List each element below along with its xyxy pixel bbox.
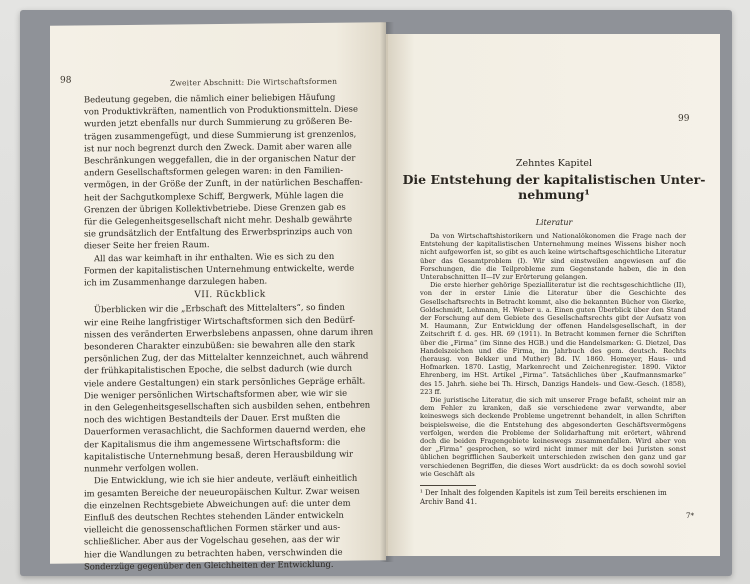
literature-label: Literatur [535, 218, 573, 227]
text-line: nissen des veränderten Erwerbslebens anpassen, ohne darum ihren [84, 326, 374, 340]
left-page [50, 22, 386, 572]
chapter-title-line: nehmung¹ [518, 187, 590, 202]
text-line: ist nur noch begrenzt durch den Zweck. Damit aber waren alle [84, 140, 352, 154]
text-line: der frühkapitalistischen Epoche, die selbst dadurch (wie durch [84, 363, 353, 376]
text-line: trägen zusammengefügt, und diese Summierung ist grenzenlos, [84, 128, 357, 142]
text-line: schließlicher. Aber aus der Vogelschau gesehen, aas der wir [84, 534, 340, 547]
text-line: Die weniger persönlichen Wirtschaftsformen aber, wie wir sie [84, 387, 348, 401]
text-line: hier die Wandlungen zu betrachten haben, verschwinden die [84, 546, 343, 559]
text-line: heit der Sachgutkomplexe Schiff, Bergwerk, Mühle lagen die [84, 189, 344, 203]
literature-paragraph: Da von Wirtschaftshistorikern und Nationalökonomen die Frage nach der Entstehung der kapitalistischen Unternehmung meines Wissens bisher noch nicht aufgeworfen ist, so gibt es auch keine wirtschaftsgeschichtliche Literatur über das Gesamtproblem (I). Wir sind einstweilen angewiesen auf die Forschungen, die die Teilprobleme zum Gegenstande haben, die in den Unterabschnitten II—IV zur Erörterung gelangen. [420, 232, 686, 282]
text-line: dieser Seite her freien Raum. [84, 239, 210, 251]
text-line: in den Gelegenheitsgesellschaften sich ausbilden sehen, entbehren [84, 399, 371, 413]
page-number: 99 [678, 114, 690, 124]
text-line: der Kapitalismus die ihm angemessene Wirtschaftsform: die [84, 436, 341, 450]
page-number: 98 [60, 75, 72, 86]
text-line: Dauerformen verasachlicht, die Sachformen dauernd werden, ehe [84, 423, 366, 437]
chapter-title-line: Die Entstehung der kapitalistischen Unter- [402, 172, 706, 187]
text-line: noch des wichtigen Bestandteils der Dauer. Erst mußten die [84, 412, 341, 425]
text-line: Bedeutung gegeben, die nämlich einer beliebigen Häufung [84, 91, 336, 105]
text-line: viele andere Gestaltungen) ein stark persönliches Gepräge erhält. [84, 375, 366, 389]
text-line: andern Gesellschaftsformen gelegen waren: in den Familien- [84, 164, 344, 178]
text-line: Grenzen der übrigen Kollektivbetriebe. Diese Grenzen gab es [84, 201, 346, 215]
signature-mark: 7* [686, 512, 694, 520]
literature-paragraph: Die erste hierher gehörige Spezialliteratur ist die rechtsgeschichtliche (II), von der in erster Linie die Literatur über die Geschichte des Gesellschaftsrechts in Betracht kommt, also die bekannten Bücher von Gierke, Goldschmidt, Lehmann, H. Weber u. a. Einen guten Überblick über den Stand der Forschung auf dem Gebiete des Gesellschaftsrechts gibt der Aufsatz von M. Haumann, Zur Entwicklung der offenen Handelsgesellschaft, in der Zeitschrift f. d. ges. HR. 69 (1911). In Betracht kommen ferner die Schriften über die „Firma“ (im Sinne des HGB.) und die Handelsmarken: G. Dietzel, Das Handelszeichen und die Firma, im Jahrbuch des gem. deutsch. Rechts (herausg. von Bekker und Muther) Bd. IV. 1860. Homeyer, Haus- und Hofmarken. 1870. Lastig, Markenrecht und Zeichenregister. 1890. Viktor Ehrenberg, im HSt. Artikel „Firma“. Tatsächliches über „Kaufmannsmarke“ des 15. Jahrh. siehe bei Th. Hirsch, Danzigs Handels- und Gew.-Gesch. (1858), 223 ff. [420, 281, 686, 396]
text-line: vielleicht die genossenschaftlichen Formen stärker und aus- [84, 521, 341, 535]
chapter-label: Zehntes Kapitel [515, 158, 593, 169]
text-line: Überblicken wir die „Erbschaft des Mittelalters“, so finden [94, 302, 345, 315]
left-body-text [84, 90, 376, 572]
text-line: ich im Zusammenhange darzulegen haben. [84, 275, 268, 288]
text-line: Formen der kapitalistischen Unternehmung entwickelte, werde [84, 262, 355, 276]
footnote-rule [420, 485, 476, 486]
text-line: vermögen, in der Größe der Zunft, in der natürlichen Beschaffen- [84, 176, 363, 190]
chapter-title [398, 172, 710, 202]
running-header: Zweiter Abschnitt: Die Wirtschaftsformen [170, 76, 338, 88]
text-line: kapitalistische Unternehmung besaß, deren Herausbildung wir [84, 448, 353, 462]
literature-paragraph: Die juristische Literatur, die sich mit unserer Frage befaßt, scheint mir an dem Fehler zu kranken, daß sie verschiedene zwar verwandte, aber keineswegs sich deckende Probleme ungetrennt behandelt, in allen Schriften beispielsweise, die die Entstehung des abgesonderten Geschäftsvermögens verfolgen, werden die Probleme der Solidarhaftung mit erörtert, während doch die beiden Fragengebiete keineswegs zusammenfallen. Wird aber von der „Firma“ gesprochen, so wird nicht immer mit der bei Juristen sonst üblichen begrifflichen Sauberkeit unterschieden zwischen den ganz und gar verschiedenen Begriffen, die dieses Wort ausdrückt: da es doch sowohl soviel wie Geschäft als [420, 396, 686, 478]
text-line: sie grundsätzlich der Entfaltung des Erwerbsprinzips auch von [84, 225, 353, 239]
text-line: von Produktivkräften, namentlich von Produktionsmitteln. Diese [84, 103, 358, 117]
text-line: besonderen Charakter einzubüßen: sie bewahren alle den stark [84, 338, 355, 352]
text-line: wir eine Reihe langfristiger Wirtschaftsformen sich den Bedürf- [84, 314, 355, 328]
right-page [388, 34, 720, 556]
text-line: Sonderzüge gegenüber den Gleichheiten der Entwicklung. [84, 558, 334, 572]
text-line: Einfluß des deutschen Rechtes stehenden Länder entwickeln [84, 509, 344, 523]
text-line: Die Entwicklung, wie ich sie hier andeute, verläuft einheitlich [94, 472, 358, 486]
literature-text [420, 232, 686, 478]
footnote: ¹ Der Inhalt des folgenden Kapitels ist zum Teil bereits erschienen im Archiv Band 41. [420, 489, 667, 506]
text-line: nunmehr verfolgen wollen. [84, 462, 199, 474]
text-line: wurden jetzt ebenfalls nur durch Summierung zu größeren Be- [84, 116, 353, 129]
text-line: im gesamten Bereiche der neueuropäischen Kultur. Zwar weisen [84, 485, 360, 498]
section-heading: VII. Rückblick [194, 289, 266, 301]
text-line: persönlichen Zug, der das Mittelalter kennzeichnet, auch während [84, 350, 369, 364]
text-line: Beschränkungen weggefallen, die in der organischen Natur der [84, 152, 356, 166]
text-line: für die Gelegenheitsgesellschaft nicht mehr. Deshalb gewährte [84, 213, 353, 227]
text-line: die einzelnen Rechtsgebiete Abweichungen auf: die unter dem [84, 497, 351, 511]
text-line: All das war keimhaft in ihr enthalten. Wie es sich zu den [94, 250, 335, 263]
